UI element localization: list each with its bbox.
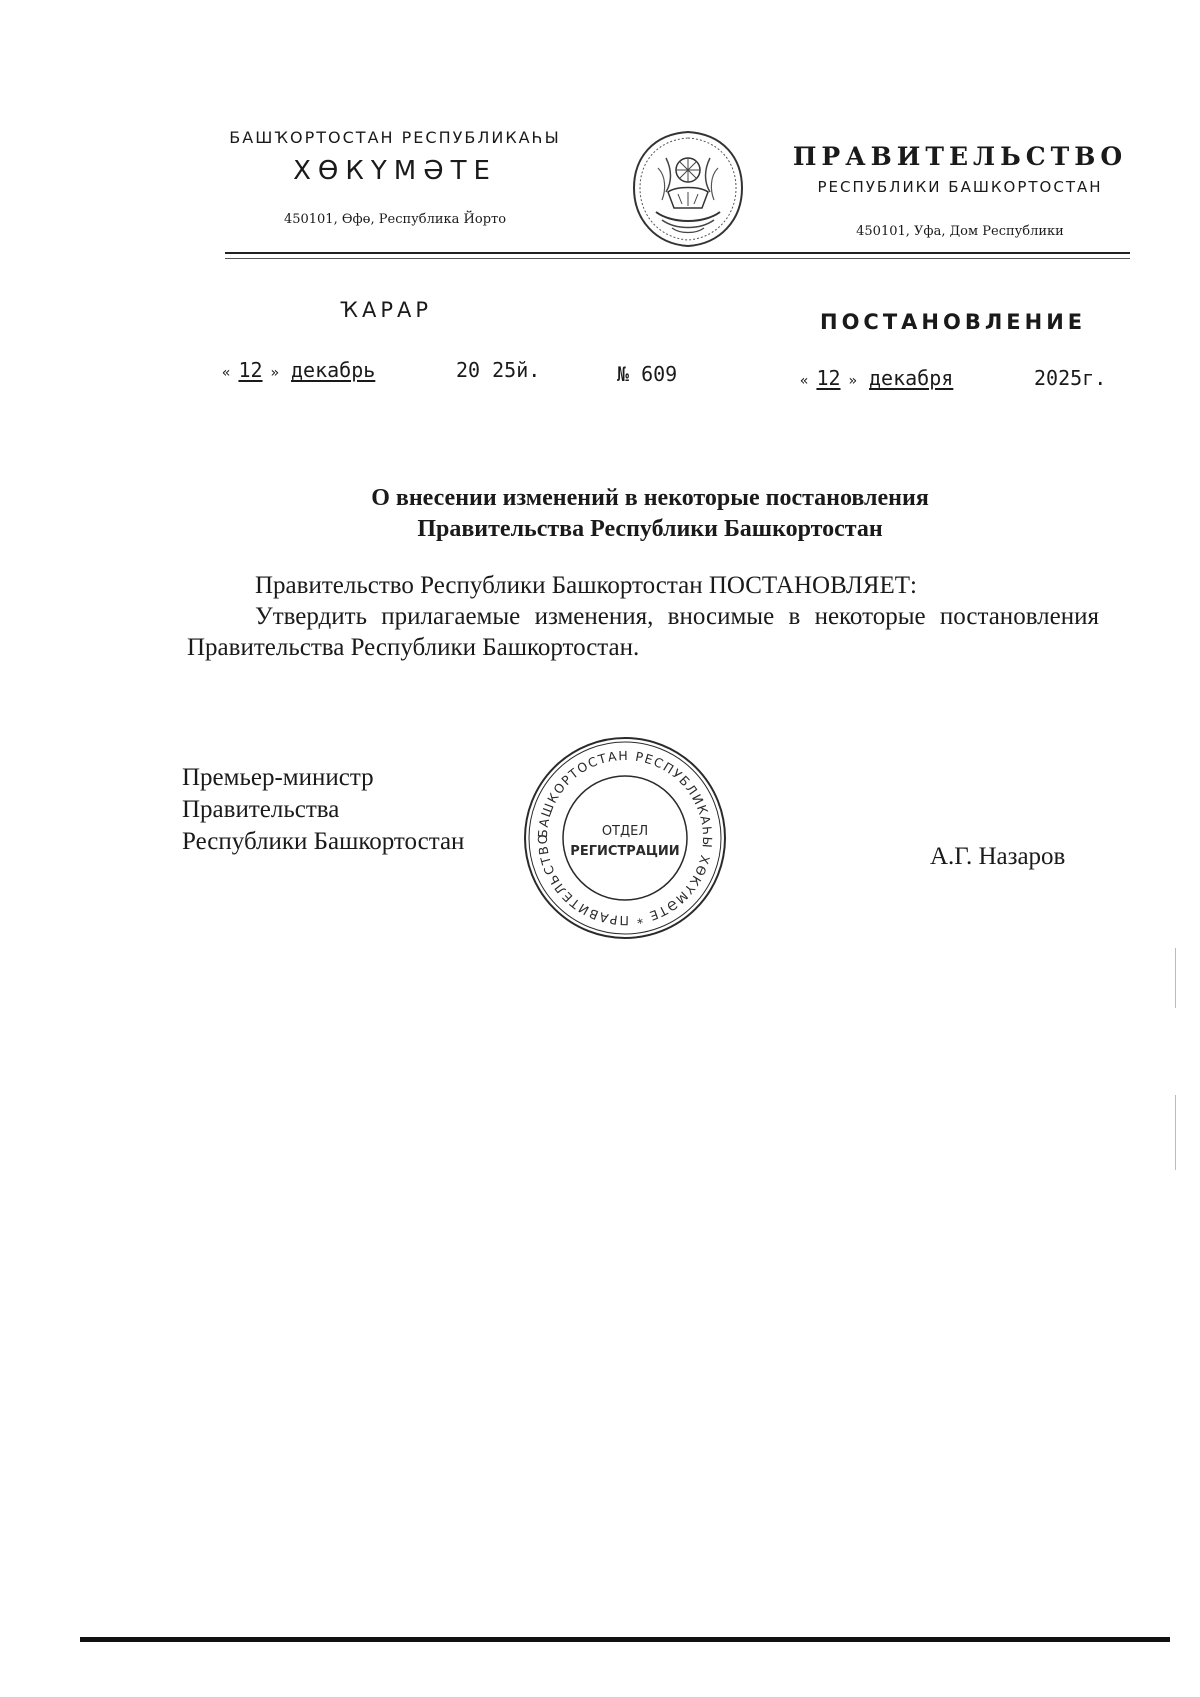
doc-number-label: №: [617, 362, 630, 386]
doc-type-ru: ПОСТАНОВЛЕНИЕ: [820, 310, 1087, 334]
signature-position-line-1: Премьер-министр: [182, 764, 374, 791]
scan-bottom-bar: [80, 1637, 1170, 1642]
header-ba-republic: БАШҠОРТОСТАН РЕСПУБЛИКАҺЫ: [229, 128, 561, 147]
signature-name: А.Г. Назаров: [930, 843, 1066, 870]
date-ru: [800, 366, 1106, 390]
header-ru-government: ПРАВИТЕЛЬСТВО: [792, 142, 1128, 171]
date-ba-day: 12: [238, 358, 263, 382]
header-ru-republic: РЕСПУБЛИКИ БАШКОРТОСТАН: [817, 178, 1103, 196]
doc-type-ba: ҠАРАР: [340, 298, 433, 322]
header-ru-address: 450101, Уфа, Дом Республики: [856, 224, 1064, 239]
date-ru-month: декабря: [869, 366, 954, 390]
body-paragraph: Утвердить прилагаемые изменения, вносимые в некоторые постановления Правительства Республики Башкортостан.: [187, 603, 1099, 661]
document-title: [200, 483, 1100, 545]
scan-artifact-line: [1175, 948, 1176, 1008]
body-preamble: Правительство Республики Башкортостан ПОСТАНОВЛЯЕТ:: [255, 572, 917, 599]
date-ru-open-quote: «: [800, 373, 809, 389]
doc-number-value: 609: [641, 362, 678, 386]
doc-number: [617, 362, 677, 386]
header-ba-government: ХӨКҮМӘТЕ: [293, 156, 497, 186]
document-body: [187, 570, 1099, 663]
title-line-2: Правительства Республики Башкортостан: [417, 516, 883, 542]
scan-artifact-line: [1175, 1095, 1176, 1170]
header-divider-thick: [225, 252, 1130, 254]
header-divider-thin: [225, 258, 1130, 259]
registration-seal: [520, 733, 730, 948]
header-ba-address: 450101, Өфө, Республика Йорто: [283, 212, 507, 227]
date-ba-year: 20 25й.: [456, 358, 541, 382]
seal-center-line-2: РЕГИСТРАЦИИ: [570, 844, 680, 859]
coat-of-arms-emblem-icon: [628, 128, 748, 255]
date-ba: [222, 358, 540, 382]
date-ba-open-quote: «: [222, 365, 231, 381]
date-ru-close-quote: »: [848, 373, 857, 389]
seal-center-line-1: ОТДЕЛ: [601, 824, 649, 839]
signature-position-line-2: Правительства: [182, 796, 340, 823]
date-ru-year: 2025г.: [1034, 366, 1107, 390]
signature-position-line-3: Республики Башкортостан: [182, 828, 465, 855]
date-ba-close-quote: »: [270, 365, 279, 381]
title-line-1: О внесении изменений в некоторые постановления: [371, 485, 929, 511]
date-ba-month: декабрь: [291, 358, 376, 382]
signature-position: [182, 762, 464, 858]
date-ru-day: 12: [816, 366, 841, 390]
seal-outer-text: БАШКОРТОСТАН РЕСПУБЛИКАҺЫ ХӨКҮМӘТЕ * ПРАВИТЕЛЬСТВО: [534, 747, 716, 929]
